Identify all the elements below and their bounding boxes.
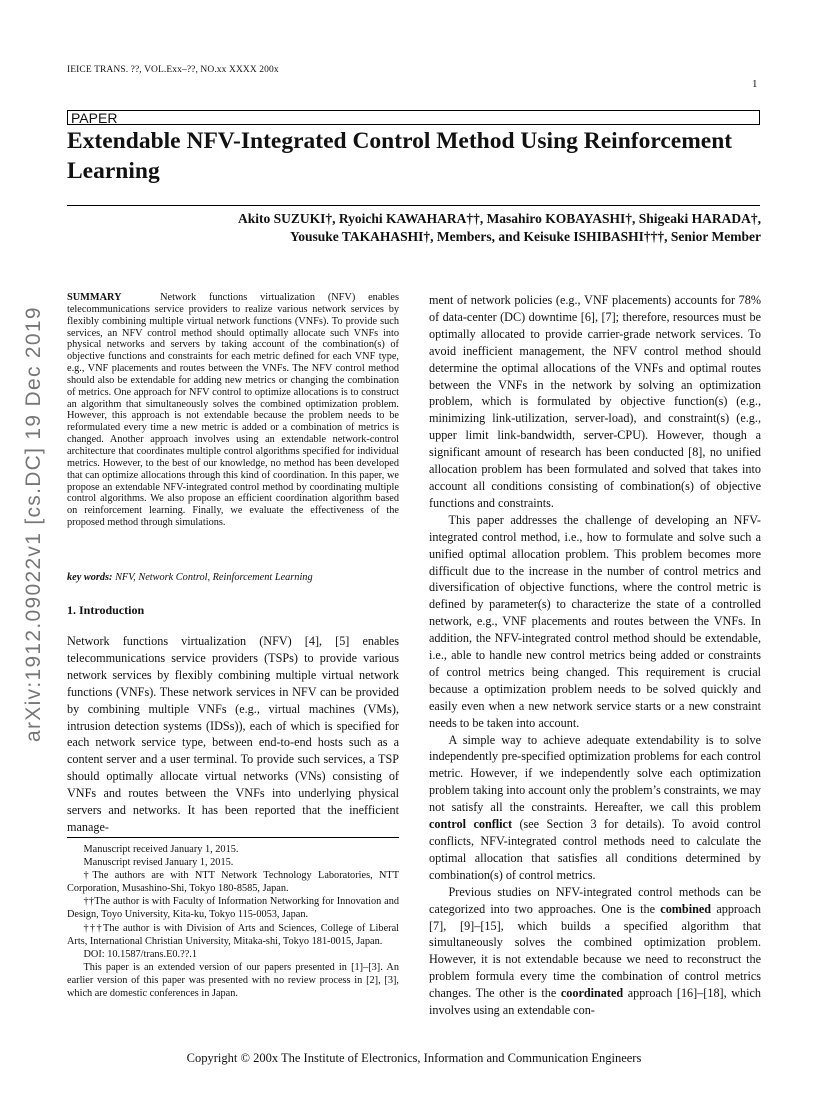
author-list	[120, 210, 761, 246]
footnote-received: Manuscript received January 1, 2015.	[83, 844, 239, 855]
footnote-affiliation-toyo: ††The author is with Faculty of Information Networking for Innovation and Design, Toyo University, Kita-ku, Tokyo 115-0053, Japan.	[67, 896, 399, 921]
text-run: Previous studies on NFV-integrated control methods can be categorized into two approaches. One is the	[429, 884, 761, 916]
paper-title: Extendable NFV-Integrated Control Method Using Reinforcement Learning	[67, 128, 733, 184]
section-heading-introduction: 1. Introduction	[67, 603, 145, 617]
page-number: 1	[752, 78, 758, 90]
paper-label: PAPER	[71, 110, 118, 126]
term-coordinated: coordinated	[560, 986, 624, 1001]
text-run: approach [16]–[18], which involves using an extendable con-	[429, 986, 761, 1018]
footnote-revised: Manuscript revised January 1, 2015.	[83, 857, 234, 869]
summary-text: Network functions virtualization (NFV) enables telecommunications service providers to realize various network services by flexibly combining multiple virtual network functions (VNFs). To provide such services, an NFV control method should optimally allocate such VNFs into physical networks and servers by taking account of the combination(s) of objective functions and constraints for each metric defined for each VNF type, e.g., VNF placements and routes between the VNFs. The NFV control method should also be extendable for adding new metrics or changing the combination of metrics. One approach for NFV control to optimize allocations is to construct an algorithm that simultaneously solves the combined optimization problem. However, this approach is not extendable because the problem needs to be reformulated every time a new metric is added or a combination of metrics is changed. Another approach involves using an extendable network-control architecture that coordinates multiple control algorithms specified for individual metrics. However, to the best of our knowledge, no method has been developed that can optimize allocations through this kind of coordination. In this paper, we propose an extendable NFV-integrated control method by coordinating multiple control algorithms. We also propose an efficient coordination algorithm based on reinforcement learning. Finally, we evaluate the effectiveness of the proposed method through simulations.	[67, 292, 399, 529]
footnote-affiliation-ntt: †The authors are with NTT Network Technology Laboratories, NTT Corporation, Musashino-Shi, Tokyo 180-8585, Japan.	[67, 870, 399, 895]
keywords-text: NFV, Network Control, Reinforcement Learning	[115, 572, 313, 583]
text-run: A simple way to achieve adequate extendability is to solve independently pre-specified optimization problems for each control metric. However, if we independently solve each optimization problem taking into account only the problem’s constraints, we may not satisfy all the constraints. Hereafter, we call this problem	[429, 732, 761, 815]
right-column-body	[429, 292, 761, 1019]
keywords-label: key words:	[67, 572, 113, 583]
paragraph: This paper addresses the challenge of developing an NFV-integrated control method, i.e., how to formulate and solve such a unified optimal allocation problem. This problem becomes more difficult due to the increase in the number of control metrics and diversification of objective functions, where the control metric is defined by parameter(s) to characterize the state of a controlled network, e.g., VNF placements and routes between the VNFs. In addition, the NFV-integrated control method should be extendable, i.e., able to handle new control metrics being added or constraints of control metrics being changed. This requirement is crucial because a optimization problem needs to be solved quickly and easily even when a new network service starts or a new constraint needs to be taken into account.	[429, 512, 761, 730]
introduction-paragraph: Network functions virtualization (NFV) [4], [5] enables telecommunications service providers (TSPs) to provide various network services by flexibly combining multiple virtual network functions (VNFs). These network services in NFV can be provided by combining multiple VNFs (e.g., virtual machines (VMs), intrusion detection systems (IDSs)), each of which is specified for each network service type, between end-to-end hosts such as a content server and a user terminal. To provide such services, a TSP should optimally allocate virtual networks (VNs) consisting of VNFs and routes between the VNFs into underlying physical servers and networks. It has been reported that the inefficient manage-	[67, 634, 399, 834]
footnote-extended-version: This paper is an extended version of our papers presented in [1]–[3]. An earlier version of this paper was presented with no review process in [2], [3], which are domestic conferences in Japan.	[67, 961, 399, 1000]
abstract	[67, 292, 399, 529]
footnote-divider	[67, 837, 399, 838]
author-line-1: Akito SUZUKI†, Ryoichi KAWAHARA††, Masahiro KOBAYASHI†, Shigeaki HARADA†,	[238, 211, 761, 226]
title-divider	[67, 205, 760, 206]
text-run: (see Section 3 for details). To avoid control conflicts, NFV-integrated control methods need to calculate the optimal allocation that satisfies all conditions determined by combination(s) of control metrics.	[429, 817, 761, 882]
text-run: approach [7], [9]–[15], which builds a specified algorithm that simultaneously solves the combined optimization problem. However, it is not extendable because we need to reconstruct the problem formula every time the combination of control metrics changes. The other is the	[429, 901, 761, 1001]
footnotes	[67, 843, 399, 1000]
footnote-affiliation-icu: †††The author is with Division of Arts and Sciences, College of Liberal Arts, International Christian University, Mitaka-shi, Tokyo 181-0015, Japan.	[67, 922, 399, 947]
term-combined: combined	[660, 901, 712, 916]
footnote-doi: DOI: 10.1587/trans.E0.??.1	[83, 948, 197, 960]
running-header: IEICE TRANS. ??, VOL.Exx–??, NO.xx XXXX 200x	[67, 65, 279, 75]
paragraph	[429, 884, 761, 1019]
paragraph	[429, 732, 761, 884]
arxiv-identifier: arXiv:1912.09022v1 [cs.DC] 19 Dec 2019	[22, 306, 45, 742]
copyright-footer: Copyright © 200x The Institute of Electronics, Information and Communication Engineers	[186, 1051, 642, 1065]
keywords	[67, 572, 399, 584]
paper-label-box	[67, 110, 760, 125]
paragraph: ment of network policies (e.g., VNF placements) accounts for 78% of data-center (DC) downtime [6], [7]; therefore, resources must be optimally allocated to provide carrier-grade network services. To avoid inefficient management, the NFV control method should determine the optimal allocations of the VNFs and optimal routes between the VNFs in the network by solving an optimization problem, which is formulated by objective function(s) (e.g., minimizing link-utilization, server-load), and constraint(s) (e.g., upper limit link-bandwidth, server-CPU). However, though a significant amount of research has been conducted [8], no unified allocation problem has been formulated and solved that takes into account all conditions consisting of combination(s) of objective functions and constraints.	[429, 293, 761, 510]
author-line-2: Yousuke TAKAHASHI†, Members, and Keisuke ISHIBASHI†††, Senior Member	[289, 229, 761, 244]
term-control-conflict: control conflict	[429, 817, 513, 832]
summary-label: SUMMARY	[67, 292, 122, 303]
